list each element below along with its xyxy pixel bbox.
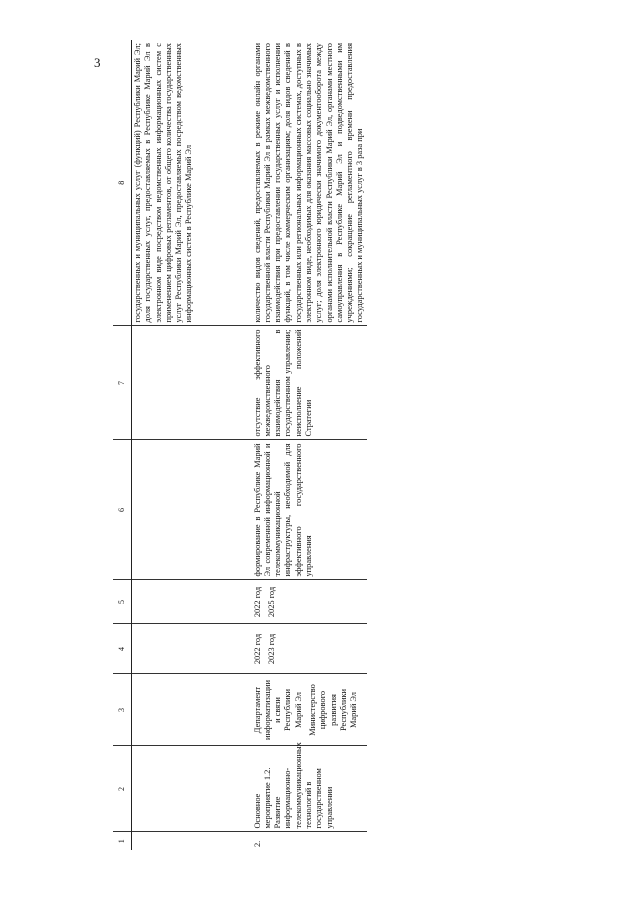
rotated-table-page	[113, 40, 573, 850]
header-cell: 4	[113, 624, 132, 674]
header-cell: 2	[113, 746, 132, 832]
start-year-2: 2023 год	[266, 633, 276, 665]
header-cell: 3	[113, 674, 132, 746]
indicators: количество видов сведений, предоставляемых в режиме онлайн органами государственной власти Республики Марий Эл в рамках межведомственного взаимодействия при предоставлении государственных услуг и исполнении функций, в том числе коммерческим организациям; доля видов сведений в государственных или региональных информационных системах, доступных в электронном виде, необходимых для оказания массовых социально значимых услуг; доля электронного юридически значимого документооборота между органами исполнительной власти Республики Марий Эл, органами местного самоуправления в Республике Марий Эл и подведомственными им учреждениями; сокращение регламентного времени предоставления государственных и муниципальных услуг в 3 раза при	[252, 40, 367, 326]
consequences: отсутствие эффективного межведомственного взаимодействия в государственном управлении; неисполнение положений Стратегии	[252, 326, 367, 440]
row-number: 2.	[252, 840, 262, 847]
continuation-row	[132, 40, 252, 850]
header-cell: 5	[113, 580, 132, 624]
end-year-1: 2022 год	[252, 586, 262, 618]
header-cell: 8	[113, 40, 132, 326]
program-table	[113, 40, 367, 850]
executor-2: Министерство цифрового развития Республики Марий Эл	[307, 684, 359, 736]
start-year-1: 2022 год	[252, 633, 262, 665]
table-row	[252, 40, 367, 850]
header-row	[113, 40, 132, 850]
end-year-2: 2025 год	[266, 586, 276, 618]
page-number: 3	[94, 55, 101, 70]
executor-1: Департамент информатизации и связи Республики Марий Эл	[252, 680, 303, 740]
expected-result: формирование в Республике Марий Эл современной информационной и телекоммуникационной инфраструктуры, необходимой для эффективного государственного управления	[252, 440, 367, 580]
event-name: Основное мероприятие 1.2. Развитие информационно-телекоммуникационных технологий в государственном управлении	[252, 746, 367, 832]
header-cell: 6	[113, 440, 132, 580]
header-cell: 7	[113, 326, 132, 440]
header-cell: 1	[113, 832, 132, 850]
continued-indicators: государственных и муниципальных услуг (функций) Республики Марий Эл; доля государственных услуг, предоставляемых в Республике Марий Эл в электронном виде посредством ведомственных информационных систем с применением цифровых регламентов, от общего количества государственных услуг Республики Марий Эл, предоставляемых посредством ведомственных информационных систем в Республике Марий Эл	[132, 40, 252, 326]
